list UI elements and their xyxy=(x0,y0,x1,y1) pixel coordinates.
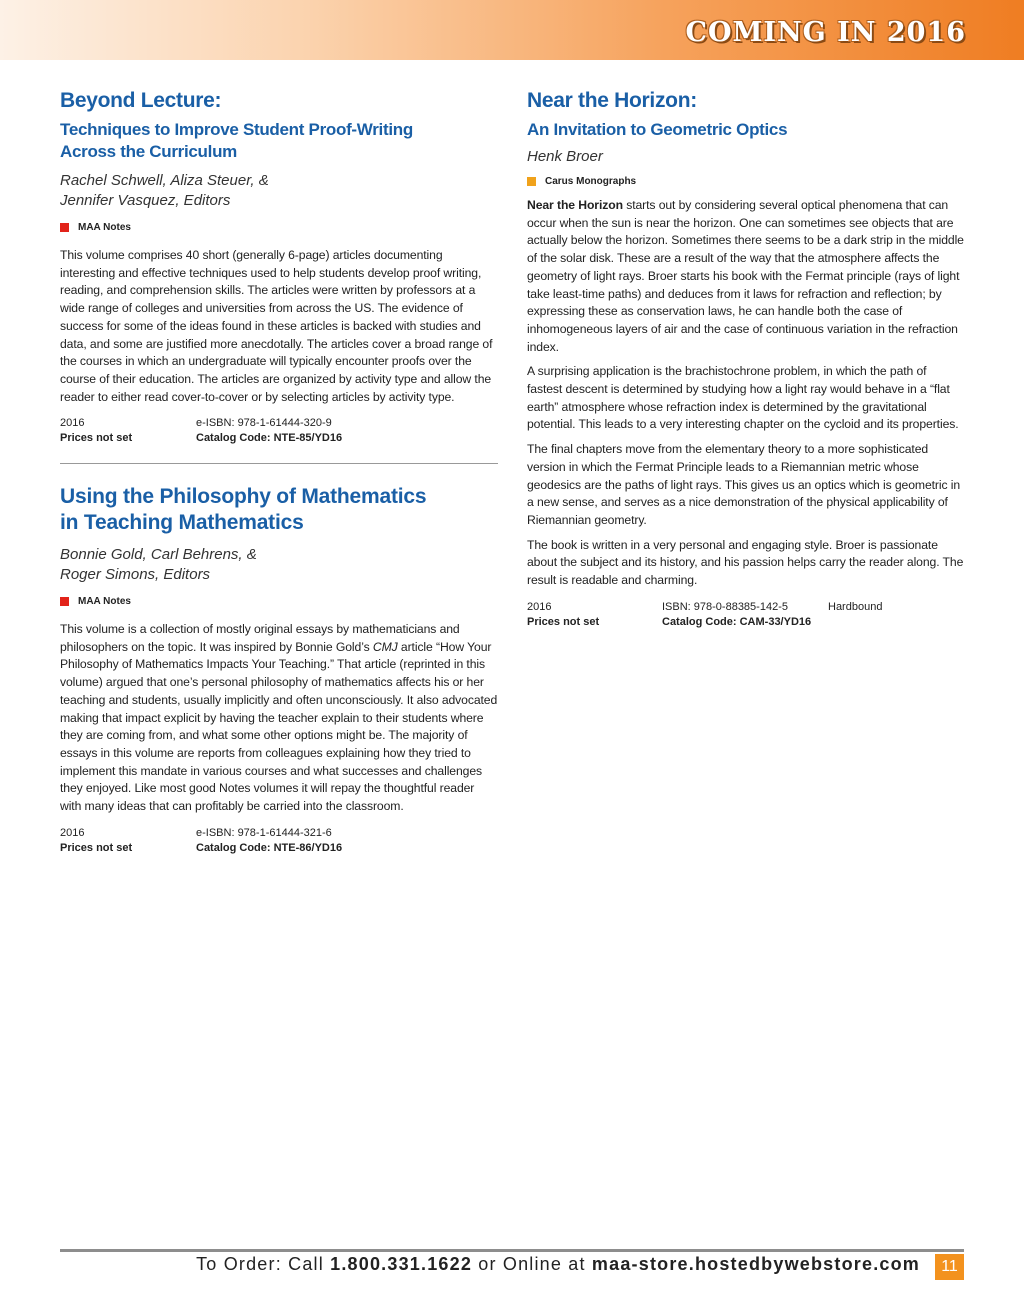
book-subtitle xyxy=(60,119,498,163)
book-description xyxy=(60,621,498,816)
book-description-p1 xyxy=(527,197,964,356)
description-text: starts out by considering several optical phenomena that can occur when the sun is near the horizon. One can sometimes see objects that are actually below the horizon. Sometimes there seems to be a dark strip in the middle of the solar disk. These are a result of the way that the atmosphere affects the geometry of light rays. Broer starts his book with the Fermat principle (rays of light take least-time paths) and deduces from it laws for refraction and reflection; by expressing these as conservation laws, he can handle both the case of inhomogeneous layers of air and the case of continuous variation in the refraction index. xyxy=(527,198,964,354)
series-label: Carus Monographs xyxy=(545,175,637,187)
series-label: MAA Notes xyxy=(78,595,131,607)
phone-number: 1.800.331.1622 xyxy=(330,1254,473,1274)
description-bold: Near the Horizon xyxy=(527,198,623,212)
subtitle-line: Across the Curriculum xyxy=(60,142,237,161)
book-description-p2: A surprising application is the brachistochrone problem, in which the path of fastest descent is determined by studying how a light ray would behave in a “flat earth” atmosphere whose refraction index is determined by the gravitational potential. This leads to a very interesting chapter on the cycloid and its properties. xyxy=(527,364,959,432)
book-meta xyxy=(527,600,964,630)
banner-title: COMING IN 2016 xyxy=(685,17,966,48)
book-beyond-lecture xyxy=(60,88,498,446)
left-column xyxy=(60,88,498,446)
book-catalog-code: Catalog Code: NTE-86/YD16 xyxy=(196,841,343,854)
book-meta xyxy=(60,416,498,446)
order-mid: or Online at xyxy=(472,1254,592,1274)
page-number: 11 xyxy=(935,1254,964,1280)
series-tag xyxy=(527,174,964,188)
series-square-icon xyxy=(527,177,536,186)
series-tag xyxy=(60,220,498,234)
authors-line: Roger Simons, Editors xyxy=(60,566,211,583)
store-website-link[interactable]: maa-store.hostedbywebstore.com xyxy=(591,1254,920,1274)
footer-rule xyxy=(60,1249,964,1252)
section-divider xyxy=(60,463,498,464)
series-tag xyxy=(60,594,498,608)
book-isbn: e-ISBN: 978-1-61444-321-6 xyxy=(196,826,332,839)
book-year: 2016 xyxy=(527,600,552,613)
description-text: This volume is a collection of mostly original essays by mathematicians and philosophers on the topic. It was inspired by Bonnie Gold’s xyxy=(60,622,460,654)
book-price: Prices not set xyxy=(527,615,600,628)
authors-line: Jennifer Vasquez, Editors xyxy=(60,192,231,209)
header-banner xyxy=(0,0,1024,60)
book-isbn: ISBN: 978-0-88385-142-5 xyxy=(662,600,788,613)
book-authors xyxy=(60,545,498,585)
authors-line: Rachel Schwell, Aliza Steuer, & xyxy=(60,172,269,189)
book-title xyxy=(60,484,498,536)
book-isbn: e-ISBN: 978-1-61444-320-9 xyxy=(196,417,332,430)
book-title: Beyond Lecture: xyxy=(60,89,222,112)
description-emphasis: CMJ xyxy=(372,639,398,654)
order-prefix: To Order: Call xyxy=(196,1254,331,1274)
book-year: 2016 xyxy=(60,417,85,430)
left-column-lower xyxy=(60,484,498,856)
series-label: MAA Notes xyxy=(78,221,131,233)
series-square-icon xyxy=(60,223,69,232)
series-square-icon xyxy=(60,597,69,606)
book-catalog-code: Catalog Code: CAM-33/YD16 xyxy=(662,615,812,628)
book-meta xyxy=(60,826,498,856)
book-philosophy-of-mathematics xyxy=(60,484,498,856)
book-year: 2016 xyxy=(60,826,85,839)
book-catalog-code: Catalog Code: NTE-85/YD16 xyxy=(196,432,343,445)
book-description: This volume comprises 40 short (generally 6-page) articles documenting interesting and effective techniques used to help students develop proof writing, reading, and comprehension skills. The articles were written by professors at a wide range of colleges and universities from across the US. The evidence of success for some of the ideas found in these articles is backed with studies and data, and some are justified more anecdotally. The articles cover a broad range of the courses in which an undergraduate will typically encounter proofs over the course of their education. The articles are organized by activity type and allow the reader to either read cover-to-cover or by selecting articles by activity type. xyxy=(60,248,493,404)
order-info xyxy=(196,1254,920,1275)
title-line: Using the Philosophy of Mathematics xyxy=(60,485,427,508)
book-description-p4: The book is written in a very personal and engaging style. Broer is passionate about the subject and its history, and his passion helps carry the reader along. The result is readable and charming. xyxy=(527,537,964,588)
title-line: in Teaching Mathematics xyxy=(60,511,304,534)
book-near-the-horizon xyxy=(527,88,964,630)
description-text: article “How Your Philosophy of Mathematics Impacts Your Teaching.” That article (reprinted in this volume) argued that one’s personal philosophy of mathematics affects his or her teaching and students, usually implicitly and often unconsciously. It also advocated making that impact explicit by having the teacher explain to their students where they are coming from, and what some other options might be. The majority of essays in this volume are reports from colleagues explaining how they tried to implement this mandate in various courses and what successes and challenges they enjoyed. Like most good Notes volumes it will repay the thoughtful reader with many ideas that can profitably be carried into the classroom. xyxy=(60,639,498,814)
book-authors xyxy=(60,171,498,211)
book-description-p3: The final chapters move from the elementary theory to a more sophisticated version in which the Fermat Principle leads to a Riemannian metric whose geodesics are the paths of light rays. This gives us an optics which is geometric in a new sense, and serves as a nice demonstration of the physical applicability of Riemannian geometry. xyxy=(527,442,961,527)
book-price: Prices not set xyxy=(60,841,133,854)
book-authors: Henk Broer xyxy=(527,148,603,165)
book-binding: Hardbound xyxy=(828,600,883,613)
right-column xyxy=(527,88,964,630)
book-subtitle: An Invitation to Geometric Optics xyxy=(527,120,788,139)
book-price: Prices not set xyxy=(60,432,133,445)
book-title: Near the Horizon: xyxy=(527,89,697,112)
subtitle-line: Techniques to Improve Student Proof-Writing xyxy=(60,120,413,139)
authors-line: Bonnie Gold, Carl Behrens, & xyxy=(60,546,257,563)
